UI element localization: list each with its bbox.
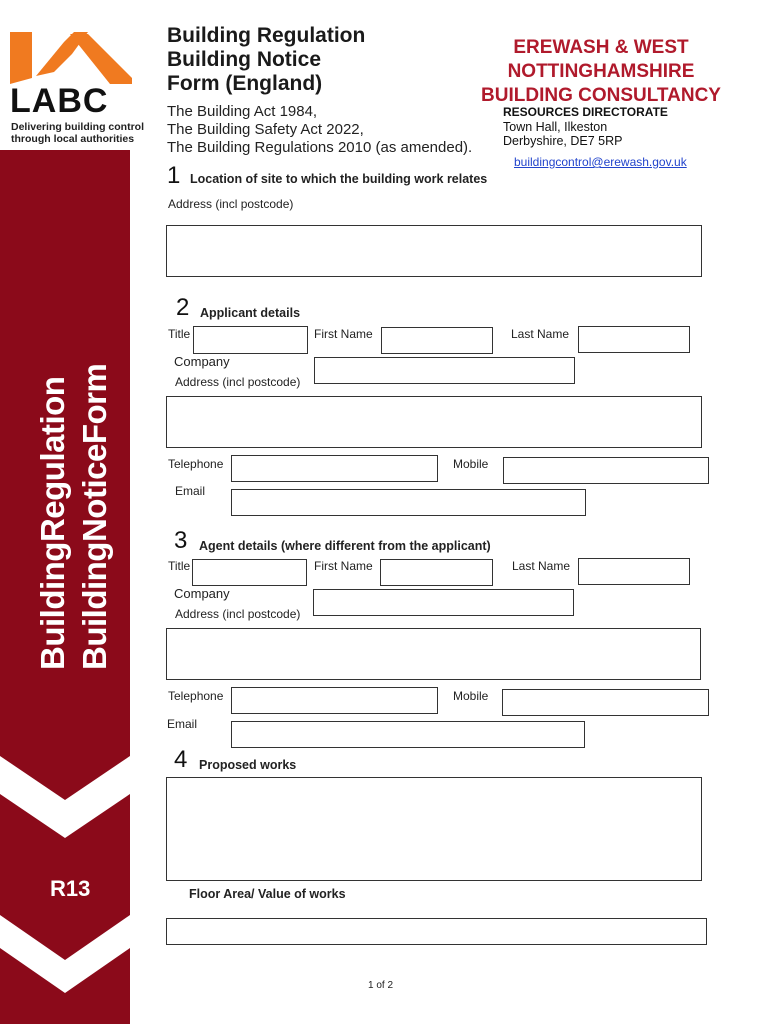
proposed-works-input[interactable] (166, 777, 702, 881)
agent-first-name-label: First Name (314, 559, 373, 573)
tagline-line-1: Delivering building control (11, 121, 145, 133)
authority-name-line-1: EREWASH & WEST (513, 37, 689, 58)
title-line-2: Building Notice (167, 48, 321, 71)
agent-address-label: Address (incl postcode) (175, 607, 301, 621)
section-3-label: Agent details (where different from the applicant) (199, 539, 491, 553)
address-line-1: Town Hall, Ilkeston (503, 120, 608, 134)
agent-email-input[interactable] (231, 721, 585, 748)
agent-first-name-input[interactable] (380, 559, 493, 586)
authority-name-line-2: NOTTINGHAMSHIRE (507, 61, 695, 82)
applicant-title-input[interactable] (193, 326, 308, 354)
page-number: 1 of 2 (368, 980, 394, 991)
form-code: R13 (50, 876, 91, 901)
section-1-number: 1 (167, 162, 181, 189)
applicant-mobile-input[interactable] (503, 457, 709, 484)
authority-email-link[interactable]: buildingcontrol@erewash.gov.uk (514, 155, 687, 169)
site-address-label: Address (incl postcode) (168, 197, 294, 211)
vertical-title-line-1: BuildingRegulation (34, 376, 71, 670)
applicant-telephone-label: Telephone (168, 457, 224, 471)
agent-telephone-label: Telephone (168, 689, 224, 703)
act-line-2: The Building Safety Act 2022, (167, 121, 364, 138)
site-address-input[interactable] (166, 225, 702, 277)
agent-mobile-label: Mobile (453, 689, 489, 703)
agent-company-label: Company (174, 586, 230, 601)
agent-last-name-input[interactable] (578, 558, 690, 585)
section-4-number: 4 (174, 746, 188, 773)
floor-area-input[interactable] (166, 918, 707, 945)
section-2-label: Applicant details (200, 306, 301, 320)
agent-telephone-input[interactable] (231, 687, 438, 714)
act-line-1: The Building Act 1984, (167, 103, 318, 120)
vertical-form-title (14, 363, 114, 680)
applicant-title-label: Title (168, 327, 191, 341)
applicant-last-name-label: Last Name (511, 327, 570, 341)
applicant-address-label: Address (incl postcode) (175, 375, 301, 389)
directorate: RESOURCES DIRECTORATE (503, 105, 668, 119)
applicant-last-name-input[interactable] (578, 326, 690, 353)
vertical-title-line-2: BuildingNoticeForm (76, 363, 113, 670)
floor-area-label: Floor Area/ Value of works (189, 887, 346, 901)
applicant-mobile-label: Mobile (453, 457, 489, 471)
applicant-email-label: Email (175, 484, 206, 498)
section-1-label: Location of site to which the building work relates (190, 172, 488, 186)
applicant-address-input[interactable] (166, 396, 702, 448)
title-line-1: Building Regulation (167, 24, 366, 47)
agent-company-input[interactable] (313, 589, 574, 616)
applicant-telephone-input[interactable] (231, 455, 438, 482)
act-line-3: The Building Regulations 2010 (as amended). (167, 139, 473, 156)
agent-title-label: Title (168, 559, 191, 573)
applicant-company-input[interactable] (314, 357, 575, 384)
section-2-number: 2 (176, 294, 190, 321)
agent-last-name-label: Last Name (512, 559, 571, 573)
labc-logo-roof-icon (10, 32, 132, 84)
agent-title-input[interactable] (192, 559, 307, 586)
applicant-company-label: Company (174, 354, 230, 369)
section-3-number: 3 (174, 527, 188, 554)
applicant-email-input[interactable] (231, 489, 586, 516)
title-line-3: Form (England) (167, 72, 323, 95)
authority-name-line-3: BUILDING CONSULTANCY (481, 85, 721, 106)
applicant-first-name-label: First Name (314, 327, 373, 341)
applicant-first-name-input[interactable] (381, 327, 493, 354)
address-line-2: Derbyshire, DE7 5RP (503, 134, 623, 148)
agent-address-input[interactable] (166, 628, 701, 680)
tagline-line-2: through local authorities (11, 133, 135, 145)
agent-mobile-input[interactable] (502, 689, 709, 716)
section-4-label: Proposed works (199, 758, 297, 772)
agent-email-label: Email (167, 717, 198, 731)
labc-logo-text: LABC (10, 82, 109, 120)
